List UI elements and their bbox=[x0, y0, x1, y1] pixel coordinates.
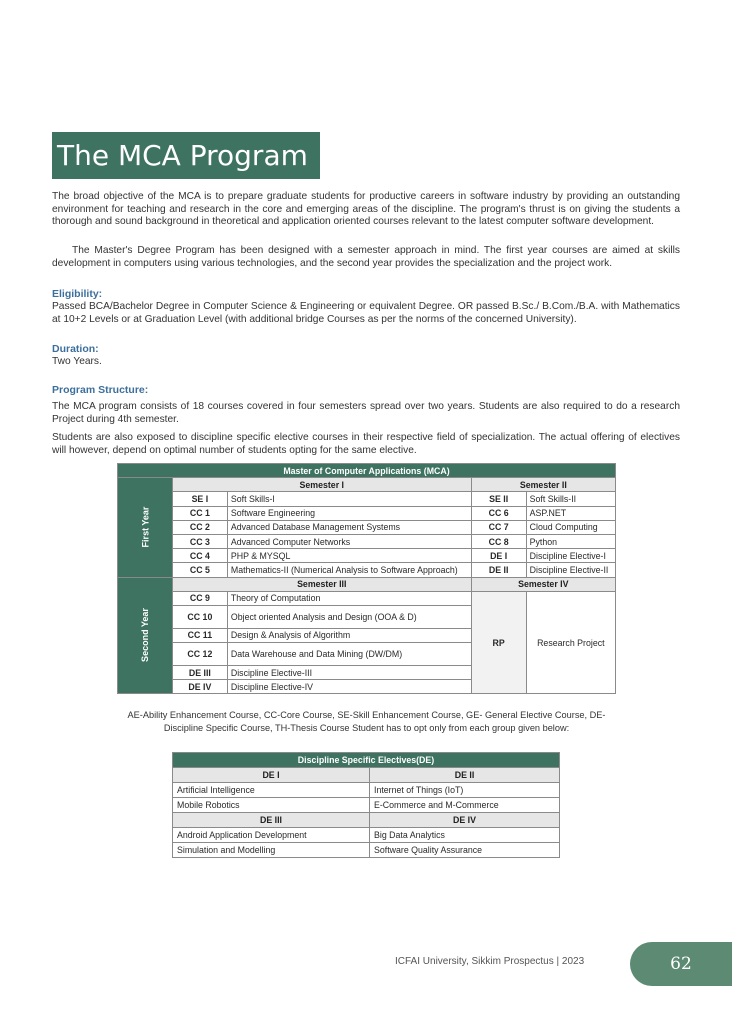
group-header: DE III bbox=[173, 813, 370, 828]
research-project-name: Research Project bbox=[526, 591, 615, 694]
structure-text-2: Students are also exposed to discipline specific elective courses in their respective field of specialization. The actual offering of electives will however, depend on optimal number of students opting for the same elective. bbox=[52, 432, 680, 456]
structure-text: The MCA program consists of 18 courses covered in four semesters spread over two years. Students are also required to do a research Project during 4th semester. bbox=[52, 401, 680, 425]
elective-table-title: Discipline Specific Electives(DE) bbox=[173, 753, 560, 768]
table-row bbox=[118, 534, 616, 548]
group-header: DE I bbox=[173, 768, 370, 783]
semester-header: Semester IV bbox=[471, 577, 615, 591]
course-name: Advanced Database Management Systems bbox=[227, 520, 471, 534]
table-row bbox=[118, 520, 616, 534]
elective-name: Big Data Analytics bbox=[370, 828, 560, 843]
course-name: Advanced Computer Networks bbox=[227, 534, 471, 548]
course-code: CC 12 bbox=[172, 643, 227, 666]
course-code: DE II bbox=[471, 563, 526, 577]
table-row bbox=[118, 563, 616, 577]
semester-header: Semester II bbox=[471, 478, 615, 492]
table-row bbox=[173, 843, 560, 858]
course-name: Design & Analysis of Algorithm bbox=[227, 628, 471, 642]
course-name: Cloud Computing bbox=[526, 520, 615, 534]
course-code: SE II bbox=[471, 492, 526, 506]
group-header: DE IV bbox=[370, 813, 560, 828]
semester-header: Semester I bbox=[172, 478, 471, 492]
elective-table bbox=[172, 752, 560, 858]
year-label-first: First Year bbox=[118, 478, 173, 577]
table-row bbox=[173, 783, 560, 798]
eligibility-heading: Eligibility: bbox=[52, 288, 103, 300]
semester-header: Semester III bbox=[172, 577, 471, 591]
course-name: Data Warehouse and Data Mining (DW/DM) bbox=[227, 643, 471, 666]
course-code: CC 4 bbox=[172, 549, 227, 563]
course-code: CC 10 bbox=[172, 605, 227, 628]
group-header: DE II bbox=[370, 768, 560, 783]
course-name: Theory of Computation bbox=[227, 591, 471, 605]
intro-paragraph-2: The Master's Degree Program has been designed with a semester approach in mind. The first year courses are aimed at skills development in computers using various technologies, and the second year provides the specialization and the project work. bbox=[52, 245, 680, 269]
structure-heading: Program Structure: bbox=[52, 384, 149, 396]
course-code: DE IV bbox=[172, 680, 227, 694]
course-name: ASP.NET bbox=[526, 506, 615, 520]
elective-name: Internet of Things (IoT) bbox=[370, 783, 560, 798]
footer-text: ICFAI University, Sikkim Prospectus | 2023 bbox=[395, 956, 585, 967]
course-code: CC 5 bbox=[172, 563, 227, 577]
elective-name: Artificial Intelligence bbox=[173, 783, 370, 798]
course-code: CC 11 bbox=[172, 628, 227, 642]
elective-name: Software Quality Assurance bbox=[370, 843, 560, 858]
course-code: CC 2 bbox=[172, 520, 227, 534]
elective-name: Simulation and Modelling bbox=[173, 843, 370, 858]
course-code: CC 1 bbox=[172, 506, 227, 520]
elective-name: Mobile Robotics bbox=[173, 798, 370, 813]
elective-name: Android Application Development bbox=[173, 828, 370, 843]
research-project-code: RP bbox=[471, 591, 526, 694]
course-code: DE I bbox=[471, 549, 526, 563]
course-name: Discipline Elective-II bbox=[526, 563, 615, 577]
course-name: Discipline Elective-IV bbox=[227, 680, 471, 694]
course-name: Mathematics-II (Numerical Analysis to Software Approach) bbox=[227, 563, 471, 577]
intro-paragraph: The broad objective of the MCA is to prepare graduate students for productive careers in software industry by providing an outstanding environment for teaching and research in the core and emerging areas of the discipline. The program's thrust is on giving the students a thorough and sound background in theoretical and application oriented courses relevant to the latest computer software development. bbox=[52, 191, 680, 228]
course-name: Discipline Elective-I bbox=[526, 549, 615, 563]
course-name: Object oriented Analysis and Design (OOA & D) bbox=[227, 605, 471, 628]
table-row bbox=[173, 798, 560, 813]
table-row bbox=[118, 591, 616, 605]
table-row bbox=[118, 492, 616, 506]
course-code: CC 6 bbox=[471, 506, 526, 520]
page-number: 62 bbox=[630, 942, 732, 986]
table-row bbox=[118, 506, 616, 520]
table-title: Master of Computer Applications (MCA) bbox=[118, 464, 616, 478]
elective-name: E-Commerce and M-Commerce bbox=[370, 798, 560, 813]
course-code: SE I bbox=[172, 492, 227, 506]
table-row bbox=[118, 549, 616, 563]
course-name: Software Engineering bbox=[227, 506, 471, 520]
eligibility-text: Passed BCA/Bachelor Degree in Computer Science & Engineering or equivalent Degree. OR passed B.Sc./ B.Com./B.A. with Mathematics at 10+2 Levels or at Graduation Level (with additional bridge Courses as per the norms of the concerned University). bbox=[52, 301, 680, 325]
mca-course-table bbox=[117, 463, 616, 694]
year-label-second: Second Year bbox=[118, 577, 173, 694]
page-title: The MCA Program bbox=[52, 132, 320, 179]
course-name: Soft Skills-II bbox=[526, 492, 615, 506]
course-code: DE III bbox=[172, 666, 227, 680]
duration-text: Two Years. bbox=[52, 356, 102, 367]
course-name: Python bbox=[526, 534, 615, 548]
course-name: PHP & MYSQL bbox=[227, 549, 471, 563]
duration-heading: Duration: bbox=[52, 343, 99, 355]
course-code: CC 9 bbox=[172, 591, 227, 605]
course-code: CC 8 bbox=[471, 534, 526, 548]
abbreviation-note: AE-Ability Enhancement Course, CC-Core Course, SE-Skill Enhancement Course, GE- General Elective Course, DE-Discipline Specific Course, TH-Thesis Course Student has to opt only from each group given below: bbox=[127, 710, 606, 733]
course-code: CC 3 bbox=[172, 534, 227, 548]
course-name: Discipline Elective-III bbox=[227, 666, 471, 680]
table-row bbox=[173, 828, 560, 843]
course-name: Soft Skills-I bbox=[227, 492, 471, 506]
course-code: CC 7 bbox=[471, 520, 526, 534]
